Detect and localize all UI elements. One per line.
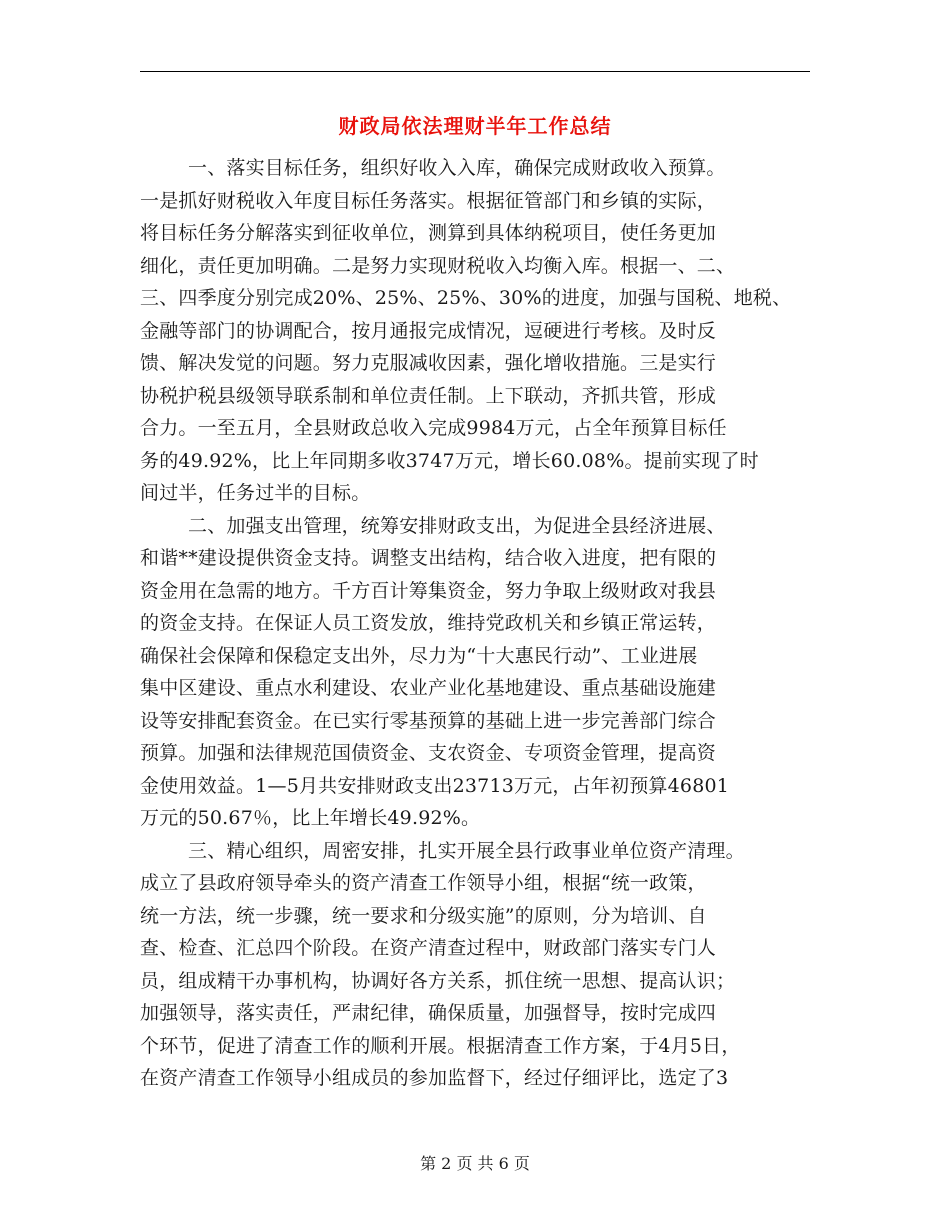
- body-line: 的资金支持。在保证人员工资发放，维持党政机关和乡镇正常运转，: [140, 612, 717, 634]
- body-line: 集中区建设、重点水利建设、农业产业化基地建设、重点基础设施建: [140, 677, 717, 699]
- document-body: [140, 152, 820, 1095]
- body-line: 加强领导，落实责任，严肃纪律，确保质量，加强督导，按时完成四: [140, 1002, 717, 1024]
- body-line: 金使用效益。1—5月共安排财政支出23713万元，占年初预算46801: [140, 774, 730, 797]
- page-number-footer: 第 2 页 共 6 页: [420, 1154, 530, 1173]
- body-line: 间过半，任务过半的目标。: [140, 482, 371, 504]
- body-line: 设等安排配套资金。在已实行零基预算的基础上进一步完善部门综合: [140, 709, 717, 732]
- body-line: 查、检查、汇总四个阶段。在资产清查过程中，财政部门落实专门人: [140, 937, 717, 959]
- body-line: 二、加强支出管理，统筹安排财政支出，为促进全县经济进展、: [188, 514, 726, 537]
- body-line: 金融等部门的协调配合，按月通报完成情况，逗硬进行考核。及时反: [140, 319, 717, 342]
- body-line: 和谐**建设提供资金支持。调整支出结构，结合收入进度，把有限的: [140, 547, 717, 569]
- body-line: 细化，责任更加明确。二是努力实现财税收入均衡入库。根据一、二、: [140, 254, 736, 277]
- body-line: 预算。加强和法律规范国债资金、支农资金、专项资金管理，提高资: [140, 742, 717, 764]
- body-line: 万元的50.67％，比上年增长49.92%。: [140, 807, 481, 829]
- body-line: 三、四季度分别完成20%、25%、25%、30%的进度，加强与国税、地税、: [140, 287, 792, 309]
- body-line: 员，组成精干办事机构，协调好各方关系，抓住统一思想、提高认识；: [140, 969, 736, 992]
- body-line: 将目标任务分解落实到征收单位，测算到具体纳税项目，使任务更加: [140, 222, 717, 244]
- body-line: 务的49.92%，比上年同期多收3747万元，增长60.08%。提前实现了时: [140, 449, 759, 472]
- document-title: 财政局依法理财半年工作总结: [338, 114, 612, 138]
- header-rule: [140, 71, 810, 72]
- body-line: 资金用在急需的地方。千方百计筹集资金，努力争取上级财政对我县: [140, 579, 717, 602]
- body-line: 馈、解决发觉的问题。努力克服减收因素，强化增收措施。三是实行: [140, 352, 717, 374]
- body-line: 个环节，促进了清查工作的顺利开展。根据清查工作方案，于4月5日，: [140, 1034, 741, 1057]
- body-line: 统一方法，统一步骤，统一要求和分级实施”的原则，分为培训、自: [140, 904, 707, 927]
- body-line: 一是抓好财税收入年度目标任务落实。根据征管部门和乡镇的实际，: [140, 189, 717, 212]
- body-line: 三、精心组织，周密安排，扎实开展全县行政事业单位资产清理。: [188, 839, 745, 862]
- body-line: 在资产清查工作领导小组成员的参加监督下，经过仔细评比，选定了3: [140, 1067, 729, 1089]
- body-line: 合力。一至五月，全县财政总收入完成9984万元，占全年预算目标任: [140, 417, 727, 439]
- body-line: 成立了县政府领导牵头的资产清查工作领导小组，根据“统一政策，: [140, 872, 707, 894]
- body-line: 协税护税县级领导联系制和单位责任制。上下联动，齐抓共管，形成: [140, 384, 717, 407]
- body-line: 确保社会保障和保稳定支出外，尽力为“十大惠民行动”、工业进展: [140, 644, 698, 667]
- body-line: 一、落实目标任务，组织好收入入库，确保完成财政收入预算。: [188, 157, 726, 179]
